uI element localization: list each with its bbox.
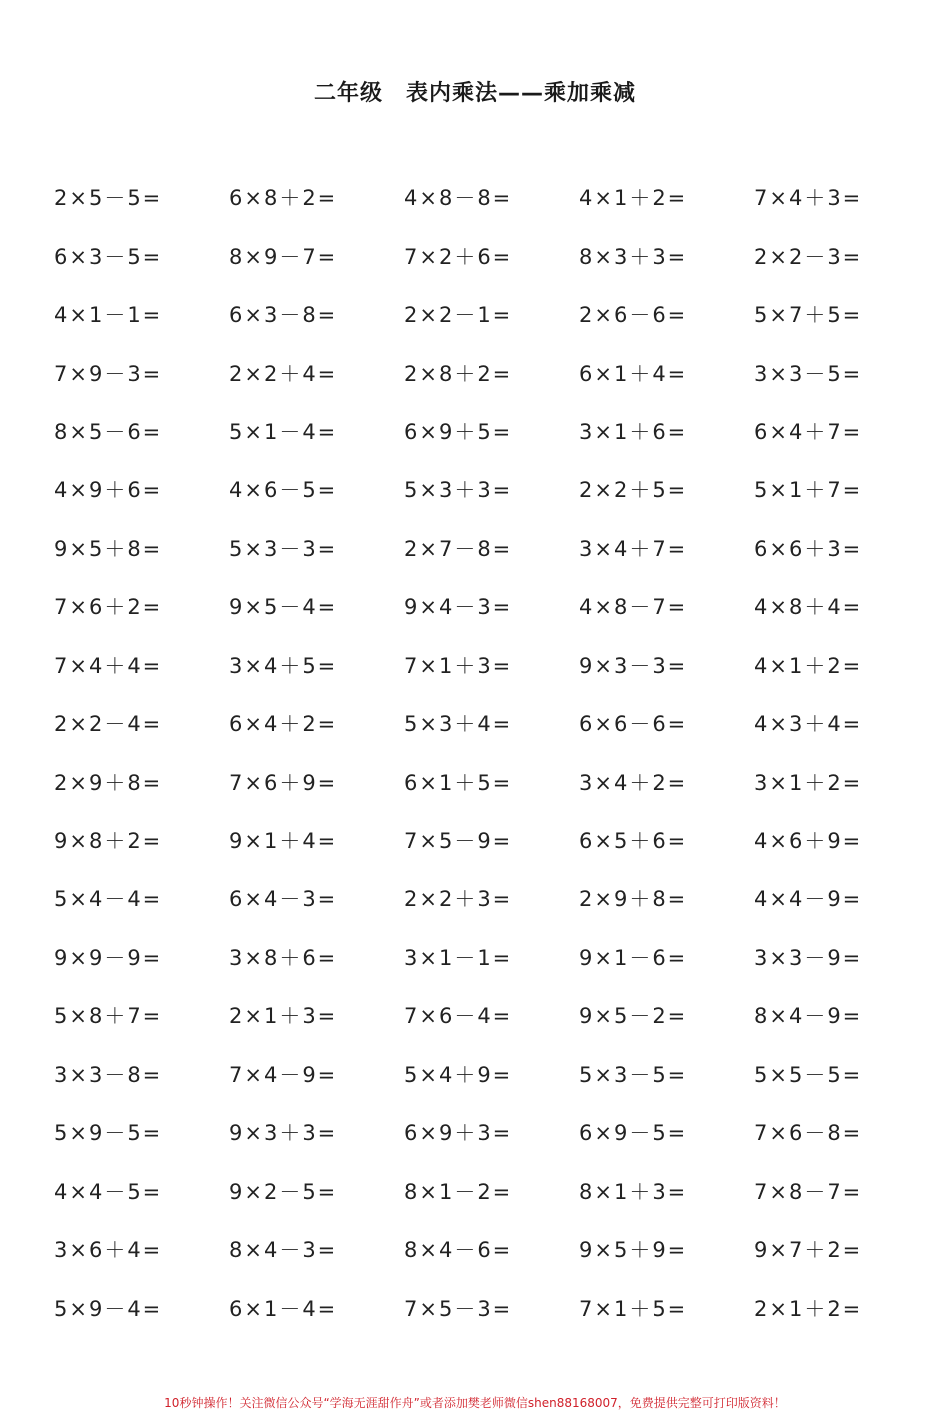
problem-item: 9×2－5= bbox=[229, 1179, 338, 1204]
problem-item: 4×8－7= bbox=[579, 595, 688, 620]
problem-item: 8×5－6= bbox=[54, 419, 163, 444]
problem-item: 4×6＋9= bbox=[754, 829, 863, 854]
problem-row bbox=[54, 869, 934, 927]
problem-item: 5×3＋4= bbox=[404, 712, 513, 737]
problem-item: 7×1＋5= bbox=[579, 1296, 688, 1321]
problem-item: 4×4－5= bbox=[54, 1179, 163, 1204]
problem-item: 5×9－4= bbox=[54, 1296, 163, 1321]
problem-row bbox=[54, 519, 934, 577]
problem-item: 8×1＋3= bbox=[579, 1179, 688, 1204]
problem-item: 6×9－5= bbox=[579, 1121, 688, 1146]
problem-item: 5×3－3= bbox=[229, 536, 338, 561]
problem-item: 5×5－5= bbox=[754, 1062, 863, 1087]
problem-item: 2×1＋3= bbox=[229, 1004, 338, 1029]
problem-item: 2×2－4= bbox=[54, 712, 163, 737]
problem-item: 9×3＋3= bbox=[229, 1121, 338, 1146]
problem-item: 9×9－9= bbox=[54, 945, 163, 970]
problem-row bbox=[54, 1278, 934, 1336]
problem-item: 9×1－6= bbox=[579, 945, 688, 970]
problem-item: 3×3－5= bbox=[754, 361, 863, 386]
problem-item: 3×8＋6= bbox=[229, 945, 338, 970]
page-title: 二年级 表内乘法——乘加乘减 bbox=[313, 81, 636, 106]
problem-item: 9×8＋2= bbox=[54, 829, 163, 854]
problem-row bbox=[54, 402, 934, 460]
problem-item: 4×8－8= bbox=[404, 186, 513, 211]
problem-item: 3×1＋6= bbox=[579, 419, 688, 444]
problem-row bbox=[54, 1161, 934, 1219]
problem-item: 7×4－9= bbox=[229, 1062, 338, 1087]
problem-item: 7×5－9= bbox=[404, 829, 513, 854]
problem-item: 5×1－4= bbox=[229, 419, 338, 444]
problem-item: 2×2＋3= bbox=[404, 887, 513, 912]
problem-row bbox=[54, 694, 934, 752]
problem-item: 9×4－3= bbox=[404, 595, 513, 620]
problem-item: 7×4＋3= bbox=[754, 186, 863, 211]
problem-item: 2×6－6= bbox=[579, 303, 688, 328]
problem-item: 7×1＋3= bbox=[404, 653, 513, 678]
problem-item: 8×4－3= bbox=[229, 1238, 338, 1263]
problem-item: 5×9－5= bbox=[54, 1121, 163, 1146]
problem-row bbox=[54, 986, 934, 1044]
problem-item: 5×3＋3= bbox=[404, 478, 513, 503]
problem-row bbox=[54, 1103, 934, 1161]
problem-item: 4×1＋2= bbox=[579, 186, 688, 211]
problem-row bbox=[54, 811, 934, 869]
problem-item: 8×4－6= bbox=[404, 1238, 513, 1263]
problem-item: 4×9＋6= bbox=[54, 478, 163, 503]
problem-item: 2×8＋2= bbox=[404, 361, 513, 386]
problem-item: 2×2＋4= bbox=[229, 361, 338, 386]
problem-item: 4×6－5= bbox=[229, 478, 338, 503]
problem-item: 3×3－9= bbox=[754, 945, 863, 970]
problem-item: 5×1＋7= bbox=[754, 478, 863, 503]
problem-item: 4×8＋4= bbox=[754, 595, 863, 620]
problem-item: 4×4－9= bbox=[754, 887, 863, 912]
problem-item: 2×1＋2= bbox=[754, 1296, 863, 1321]
problem-row bbox=[54, 285, 934, 343]
problem-item: 9×5－4= bbox=[229, 595, 338, 620]
problem-item: 7×8－7= bbox=[754, 1179, 863, 1204]
problem-row bbox=[54, 343, 934, 401]
problem-item: 7×5－3= bbox=[404, 1296, 513, 1321]
problem-row bbox=[54, 577, 934, 635]
problem-item: 6×5＋6= bbox=[579, 829, 688, 854]
problem-item: 7×6＋2= bbox=[54, 595, 163, 620]
problem-item: 8×3＋3= bbox=[579, 244, 688, 269]
problem-item: 9×5＋8= bbox=[54, 536, 163, 561]
problem-item: 5×4＋9= bbox=[404, 1062, 513, 1087]
problem-item: 4×3＋4= bbox=[754, 712, 863, 737]
problem-item: 9×5－2= bbox=[579, 1004, 688, 1029]
problem-item: 6×4－3= bbox=[229, 887, 338, 912]
problem-item: 6×9＋5= bbox=[404, 419, 513, 444]
problem-item: 9×5＋9= bbox=[579, 1238, 688, 1263]
problem-item: 6×3－8= bbox=[229, 303, 338, 328]
problem-item: 2×2－1= bbox=[404, 303, 513, 328]
problem-item: 4×1－1= bbox=[54, 303, 163, 328]
problem-item: 6×3－5= bbox=[54, 244, 163, 269]
problem-item: 2×9＋8= bbox=[54, 770, 163, 795]
problem-item: 6×4＋2= bbox=[229, 712, 338, 737]
problem-item: 8×1－2= bbox=[404, 1179, 513, 1204]
problem-item: 9×1＋4= bbox=[229, 829, 338, 854]
problem-item: 6×1＋5= bbox=[404, 770, 513, 795]
problem-item: 3×3－8= bbox=[54, 1062, 163, 1087]
problem-item: 7×9－3= bbox=[54, 361, 163, 386]
problem-grid bbox=[54, 168, 934, 1337]
problem-item: 7×6＋9= bbox=[229, 770, 338, 795]
problem-item: 6×9＋3= bbox=[404, 1121, 513, 1146]
problem-item: 9×3－3= bbox=[579, 653, 688, 678]
problem-item: 4×1＋2= bbox=[754, 653, 863, 678]
problem-item: 5×8＋7= bbox=[54, 1004, 163, 1029]
problem-item: 2×9＋8= bbox=[579, 887, 688, 912]
problem-item: 7×4＋4= bbox=[54, 653, 163, 678]
problem-item: 3×4＋5= bbox=[229, 653, 338, 678]
problem-item: 2×5－5= bbox=[54, 186, 163, 211]
problem-item: 5×7＋5= bbox=[754, 303, 863, 328]
problem-row bbox=[54, 460, 934, 518]
problem-item: 3×1－1= bbox=[404, 945, 513, 970]
problem-item: 3×6＋4= bbox=[54, 1238, 163, 1263]
problem-item: 8×9－7= bbox=[229, 244, 338, 269]
problem-item: 6×6－6= bbox=[579, 712, 688, 737]
problem-item: 6×1－4= bbox=[229, 1296, 338, 1321]
problem-row bbox=[54, 226, 934, 284]
problem-item: 6×6＋3= bbox=[754, 536, 863, 561]
problem-item: 6×8＋2= bbox=[229, 186, 338, 211]
problem-row bbox=[54, 1045, 934, 1103]
problem-item: 2×2－3= bbox=[754, 244, 863, 269]
problem-item: 8×4－9= bbox=[754, 1004, 863, 1029]
problem-item: 7×6－8= bbox=[754, 1121, 863, 1146]
problem-item: 5×4－4= bbox=[54, 887, 163, 912]
problem-row bbox=[54, 168, 934, 226]
problem-row bbox=[54, 1220, 934, 1278]
problem-item: 3×1＋2= bbox=[754, 770, 863, 795]
problem-item: 3×4＋7= bbox=[579, 536, 688, 561]
problem-item: 2×2＋5= bbox=[579, 478, 688, 503]
problem-item: 5×3－5= bbox=[579, 1062, 688, 1087]
problem-item: 3×4＋2= bbox=[579, 770, 688, 795]
problem-row bbox=[54, 928, 934, 986]
problem-row bbox=[54, 752, 934, 810]
problem-item: 9×7＋2= bbox=[754, 1238, 863, 1263]
problem-item: 7×6－4= bbox=[404, 1004, 513, 1029]
problem-item: 7×2＋6= bbox=[404, 244, 513, 269]
footer-note: 10秒钟操作！关注微信公众号“学海无涯甜作舟”或者添加樊老师微信shen88168007，免费提供完整可打印版资料！ bbox=[164, 1396, 786, 1410]
problem-item: 6×1＋4= bbox=[579, 361, 688, 386]
problem-item: 2×7－8= bbox=[404, 536, 513, 561]
problem-item: 6×4＋7= bbox=[754, 419, 863, 444]
problem-row bbox=[54, 636, 934, 694]
